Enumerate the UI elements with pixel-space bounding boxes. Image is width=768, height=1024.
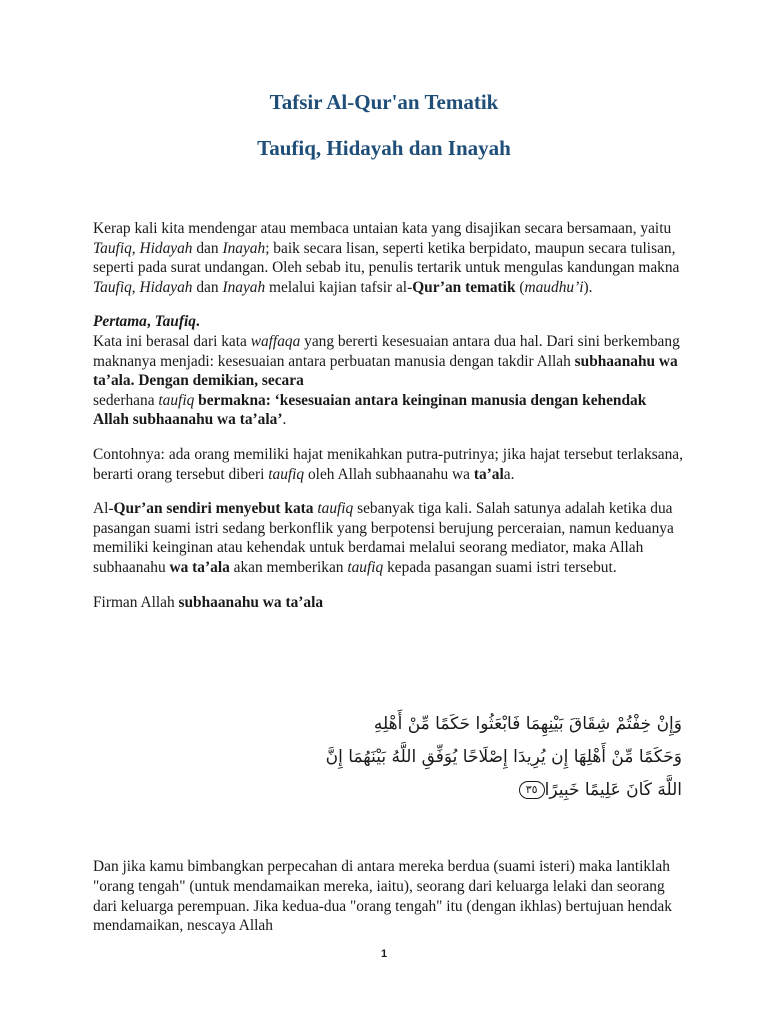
section-heading-taufiq: Pertama, Taufiq.	[93, 313, 200, 331]
document-subtitle: Taufiq, Hidayah dan Inayah	[257, 136, 511, 160]
taufiq-definition-paragraph: Kata ini berasal dari kata waffaqa yang bererti kesesuaian antara dua hal. Dari sini berkembang maknanya menjadi: kesesuaian antara perbuatan manusia dengan takdir Allah subhaanahu wa ta’ala. Dengan demikian, secara	[93, 332, 680, 390]
taufiq-meaning-paragraph: sederhana taufiq bermakna: ‘kesesuaian antara keinginan manusia dengan kehendak Allah subhaanahu wa ta’ala’.	[93, 391, 647, 429]
ayah-number-marker: ٣٥	[519, 781, 545, 799]
verse-line-3	[182, 774, 682, 807]
example-paragraph: Contohnya: ada orang memiliki hajat menikahkan putra-putrinya; jika hajat tersebut terlaksana, berarti orang tersebut diberi taufiq oleh Allah subhaanahu wa ta’ala.	[93, 445, 683, 483]
firman-allah-line: Firman Allah subhaanahu wa ta’ala	[93, 593, 324, 611]
document-title: Tafsir Al-Qur'an Tematik	[269, 90, 499, 114]
page-number: 1	[380, 948, 388, 960]
body-text	[93, 219, 683, 627]
verse-line-1: وَإِنْ خِفْتُمْ شِقَاقَ بَيْنِهِمَا فَابْعَثُوا حَكَمًا مِّنْ أَهْلِهِ	[373, 714, 682, 734]
intro-paragraph: Kerap kali kita mendengar atau membaca untaian kata yang disajikan secara bersamaan, yaitu Taufiq, Hidayah dan Inayah; baik secara lisan, seperti ketika berpidato, maupun secara tulisan, seperti pada surat undangan. Oleh sebab itu, penulis tertarik untuk mengulas kandungan makna Taufiq, Hidayah dan Inayah melalui kajian tafsir al-Qur’an tematik (maudhu’i).	[93, 220, 680, 296]
quran-verse	[182, 708, 682, 807]
verse-line-3-text: اللَّهَ كَانَ عَلِيمًا خَبِيرًا	[544, 780, 682, 800]
verse-line-2: وَحَكَمًا مِّنْ أَهْلِهَا إِن يُرِيدَا إِصْلَاحًا يُوَفِّقِ اللَّهُ بَيْنَهُمَا إِنَّ	[325, 747, 682, 767]
verse-translation: Dan jika kamu bimbangkan perpecahan di antara mereka berdua (suami isteri) maka lantiklah "orang tengah" (untuk mendamaikan mereka, iaitu), seorang dari keluarga lelaki dan seorang dari keluarga perempuan. Jika kedua-dua "orang tengah" itu (dengan ikhlas) bertujuan hendak mendamaikan, nescaya Allah	[93, 858, 672, 935]
quran-mention-paragraph: Al-Qur’an sendiri menyebut kata taufiq sebanyak tiga kali. Salah satunya adalah ketika dua pasangan suami istri sedang berkonflik yang berpotensi berujung perceraian, namun keduanya memiliki keinginan atau kehendak untuk berdamai melalui seorang mediator, maka Allah subhaanahu wa ta’ala akan memberikan taufiq kepada pasangan suami istri tersebut.	[93, 500, 674, 576]
